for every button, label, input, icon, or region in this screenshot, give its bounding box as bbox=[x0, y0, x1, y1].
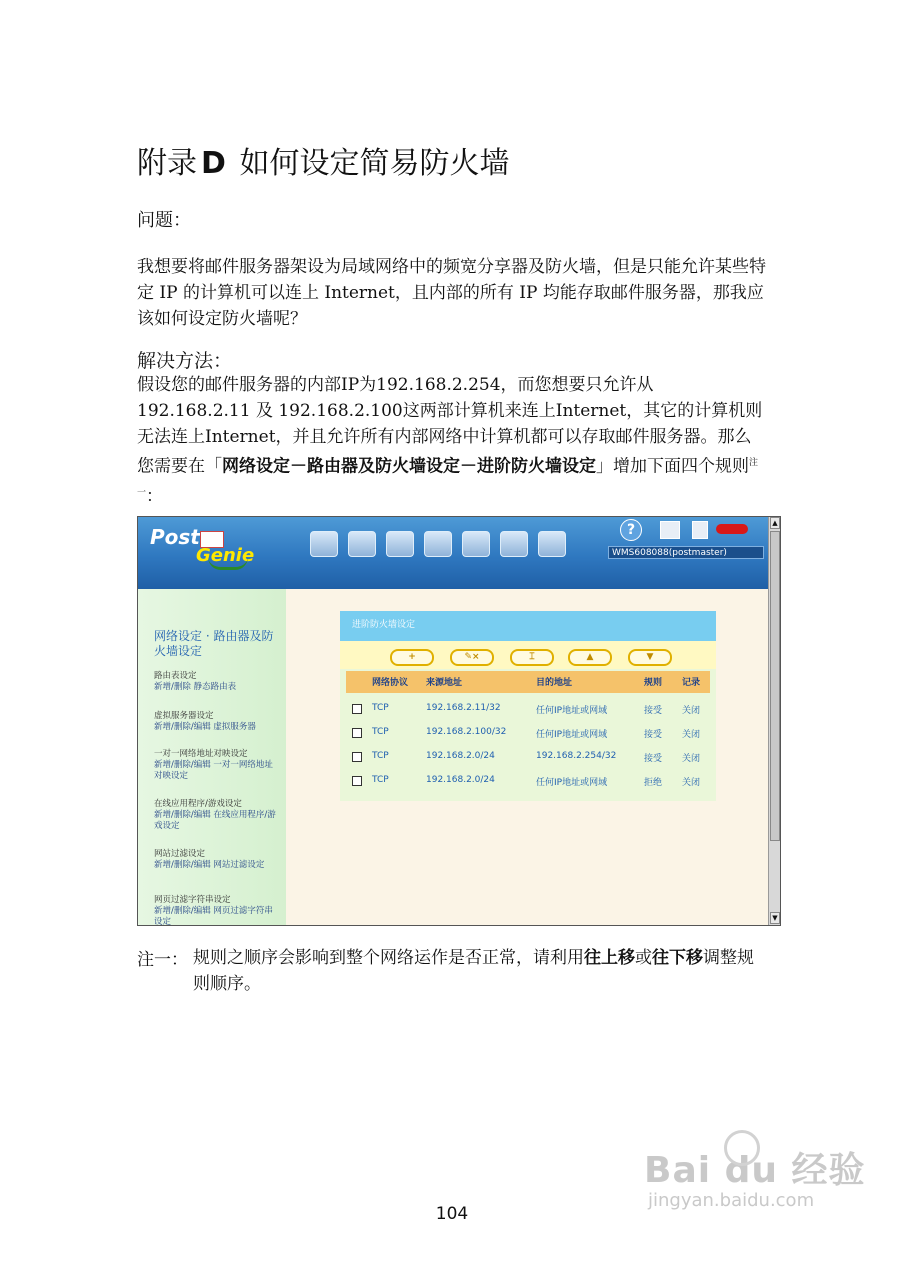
solution-text-before: 假设您的邮件服务器的内部IP为192.168.2.254，而您想要只允许从192.168.2.11 及 192.168.2.100这两部计算机来连上Internet，其它的计算机则无法连上Internet，并且允许所有内部网络中计算机都可以存取邮件服务器。那么您需要在「 bbox=[137, 375, 763, 477]
sidebar-item-routing[interactable] bbox=[154, 671, 276, 693]
sidebar-item-nat[interactable] bbox=[154, 749, 276, 782]
sidebar-item-apps[interactable] bbox=[154, 799, 276, 832]
sidebar-item-title: 虚拟服务器设定 bbox=[154, 711, 214, 721]
sidebar-item-title: 在线应用程序/游戏设定 bbox=[154, 799, 242, 809]
row-checkbox[interactable] bbox=[352, 776, 362, 786]
watermark-brand: Bai du 经验 bbox=[644, 1150, 866, 1191]
sidebar-item-title: 网页过滤字符串设定 bbox=[154, 895, 231, 905]
solution-end: ： bbox=[146, 486, 164, 507]
table-header bbox=[346, 671, 710, 693]
row-checkbox[interactable] bbox=[352, 704, 362, 714]
cell-protocol: TCP bbox=[372, 727, 389, 737]
table-row bbox=[346, 697, 710, 721]
cell-dest: 192.168.2.254/32 bbox=[536, 751, 617, 761]
col-log: 记录 bbox=[682, 678, 701, 688]
settings-icon[interactable] bbox=[462, 531, 490, 557]
mail-icon[interactable] bbox=[310, 531, 338, 557]
appendix-heading bbox=[137, 138, 509, 182]
cell-protocol: TCP bbox=[372, 751, 389, 761]
sidebar-item-links[interactable]: 新增/删除/编辑 一对一网络地址对映设定 bbox=[154, 760, 273, 781]
cell-source: 192.168.2.0/24 bbox=[426, 775, 495, 785]
col-protocol: 网络协议 bbox=[372, 678, 409, 688]
cell-source: 192.168.2.100/32 bbox=[426, 727, 507, 737]
cell-log: 关闭 bbox=[682, 754, 701, 764]
action-button-row bbox=[340, 641, 716, 669]
cell-protocol: TCP bbox=[372, 703, 389, 713]
question-label: 问题： bbox=[137, 210, 191, 231]
sidebar-item-site-filter[interactable] bbox=[154, 849, 276, 871]
user-switch-icon[interactable] bbox=[692, 521, 708, 539]
logo-swoosh bbox=[208, 557, 248, 570]
paw-logo-icon bbox=[724, 1130, 760, 1166]
sidebar-title: 网络设定 · 路由器及防火墙设定 bbox=[154, 629, 274, 658]
cell-source: 192.168.2.11/32 bbox=[426, 703, 501, 713]
add-rule-button[interactable]: + bbox=[390, 649, 434, 666]
sidebar-item-links[interactable]: 新增/删除/编辑 网站过滤设定 bbox=[154, 860, 265, 870]
scroll-down-arrow-icon[interactable]: ▼ bbox=[770, 912, 780, 924]
monitor-icon[interactable] bbox=[500, 531, 528, 557]
cell-rule[interactable]: 接受 bbox=[644, 706, 663, 716]
solution-label: 解决方法： bbox=[137, 350, 233, 372]
cell-rule[interactable]: 接受 bbox=[644, 754, 663, 764]
sidebar-item-title: 一对一网络地址对映设定 bbox=[154, 749, 248, 759]
table-row bbox=[346, 769, 710, 793]
row-checkbox[interactable] bbox=[352, 752, 362, 762]
move-up-button[interactable]: ▲ bbox=[568, 649, 612, 666]
scroll-up-arrow-icon[interactable]: ▲ bbox=[770, 517, 780, 529]
col-source: 来源地址 bbox=[426, 678, 463, 688]
cell-rule[interactable]: 接受 bbox=[644, 730, 663, 740]
note-text bbox=[193, 945, 763, 997]
note-or: 或 bbox=[635, 948, 652, 968]
server-icon[interactable] bbox=[386, 531, 414, 557]
edit-delete-rule-button[interactable]: ✎× bbox=[450, 649, 494, 666]
cell-dest: 任何IP地址或网域 bbox=[536, 778, 608, 788]
note-text-b: 调整规则顺序。 bbox=[193, 948, 754, 994]
page-number: 104 bbox=[435, 1204, 469, 1224]
postgenie-screenshot bbox=[137, 516, 781, 926]
note-ref: 注一 bbox=[137, 458, 759, 498]
table-row bbox=[346, 745, 710, 769]
logout-icon[interactable] bbox=[716, 524, 748, 534]
note-move-down: 往下移 bbox=[652, 948, 703, 968]
sidebar-item-links[interactable]: 新增/删除/编辑 网页过滤字符串设定 bbox=[154, 906, 273, 926]
logo-post-text: Post bbox=[150, 525, 200, 549]
scroll-thumb[interactable] bbox=[770, 531, 780, 841]
solution-text bbox=[137, 372, 767, 509]
baidu-watermark bbox=[644, 1142, 866, 1211]
heading-title: 如何设定简易防火墙 bbox=[239, 146, 510, 181]
sidebar-item-string-filter[interactable] bbox=[154, 895, 276, 926]
col-dest: 目的地址 bbox=[536, 678, 573, 688]
sidebar bbox=[138, 589, 286, 925]
sidebar-item-links[interactable]: 新增/删除 静态路由表 bbox=[154, 682, 237, 692]
question-text: 我想要将邮件服务器架设为局域网络中的频宽分享器及防火墙，但是只能允许某些特定 IP 的计算机可以连上 Internet，且内部的所有 IP 均能存取邮件服务器，那我应该如何设定防火墙呢？ bbox=[137, 257, 766, 329]
main-content bbox=[286, 589, 768, 925]
sidebar-item-virtual-server[interactable] bbox=[154, 711, 276, 733]
watermark-url: jingyan.baidu.com bbox=[648, 1190, 815, 1211]
firewall-panel bbox=[340, 611, 716, 801]
sidebar-item-title: 网站过滤设定 bbox=[154, 849, 206, 859]
cell-dest: 任何IP地址或网域 bbox=[536, 730, 608, 740]
sidebar-item-links[interactable]: 新增/删除/编辑 虚拟服务器 bbox=[154, 722, 256, 732]
menu-path: 网络设定－路由器及防火墙设定－进阶防火墙设定 bbox=[222, 456, 596, 477]
note-move-up: 往上移 bbox=[584, 948, 635, 968]
cell-dest: 任何IP地址或网域 bbox=[536, 706, 608, 716]
panel-title: 进阶防火墙设定 bbox=[340, 611, 716, 641]
cell-rule[interactable]: 拒绝 bbox=[644, 778, 663, 788]
cell-log: 关闭 bbox=[682, 730, 701, 740]
vertical-scrollbar[interactable] bbox=[768, 517, 781, 925]
solution-text-after: 」增加下面四个规则 bbox=[596, 456, 749, 477]
address-book-icon[interactable] bbox=[348, 531, 376, 557]
logo-genie-text: Genie bbox=[196, 545, 255, 566]
sidebar-item-title: 路由表设定 bbox=[154, 671, 197, 681]
current-user: WMS608088(postmaster) bbox=[608, 546, 764, 559]
note-label: 注一： bbox=[137, 950, 188, 970]
cell-log: 关闭 bbox=[682, 778, 701, 788]
document-icon[interactable] bbox=[538, 531, 566, 557]
cell-log: 关闭 bbox=[682, 706, 701, 716]
note-text-a: 规则之顺序会影响到整个网络运作是否正常，请利用 bbox=[193, 948, 584, 968]
table-row bbox=[346, 721, 710, 745]
move-down-button[interactable]: ▼ bbox=[628, 649, 672, 666]
row-checkbox[interactable] bbox=[352, 728, 362, 738]
sidebar-item-links[interactable]: 新增/删除/编辑 在线应用程序/游戏设定 bbox=[154, 810, 276, 831]
help-icon[interactable]: ? bbox=[620, 519, 642, 541]
heading-letter: D bbox=[201, 146, 226, 181]
insert-rule-button[interactable]: ⌶ bbox=[510, 649, 554, 666]
heading-prefix: 附录 bbox=[137, 146, 197, 181]
top-toolbar bbox=[138, 517, 768, 589]
users-icon[interactable] bbox=[424, 531, 452, 557]
col-rule: 规则 bbox=[644, 678, 663, 688]
cell-source: 192.168.2.0/24 bbox=[426, 751, 495, 761]
print-icon[interactable] bbox=[660, 521, 680, 539]
cell-protocol: TCP bbox=[372, 775, 389, 785]
